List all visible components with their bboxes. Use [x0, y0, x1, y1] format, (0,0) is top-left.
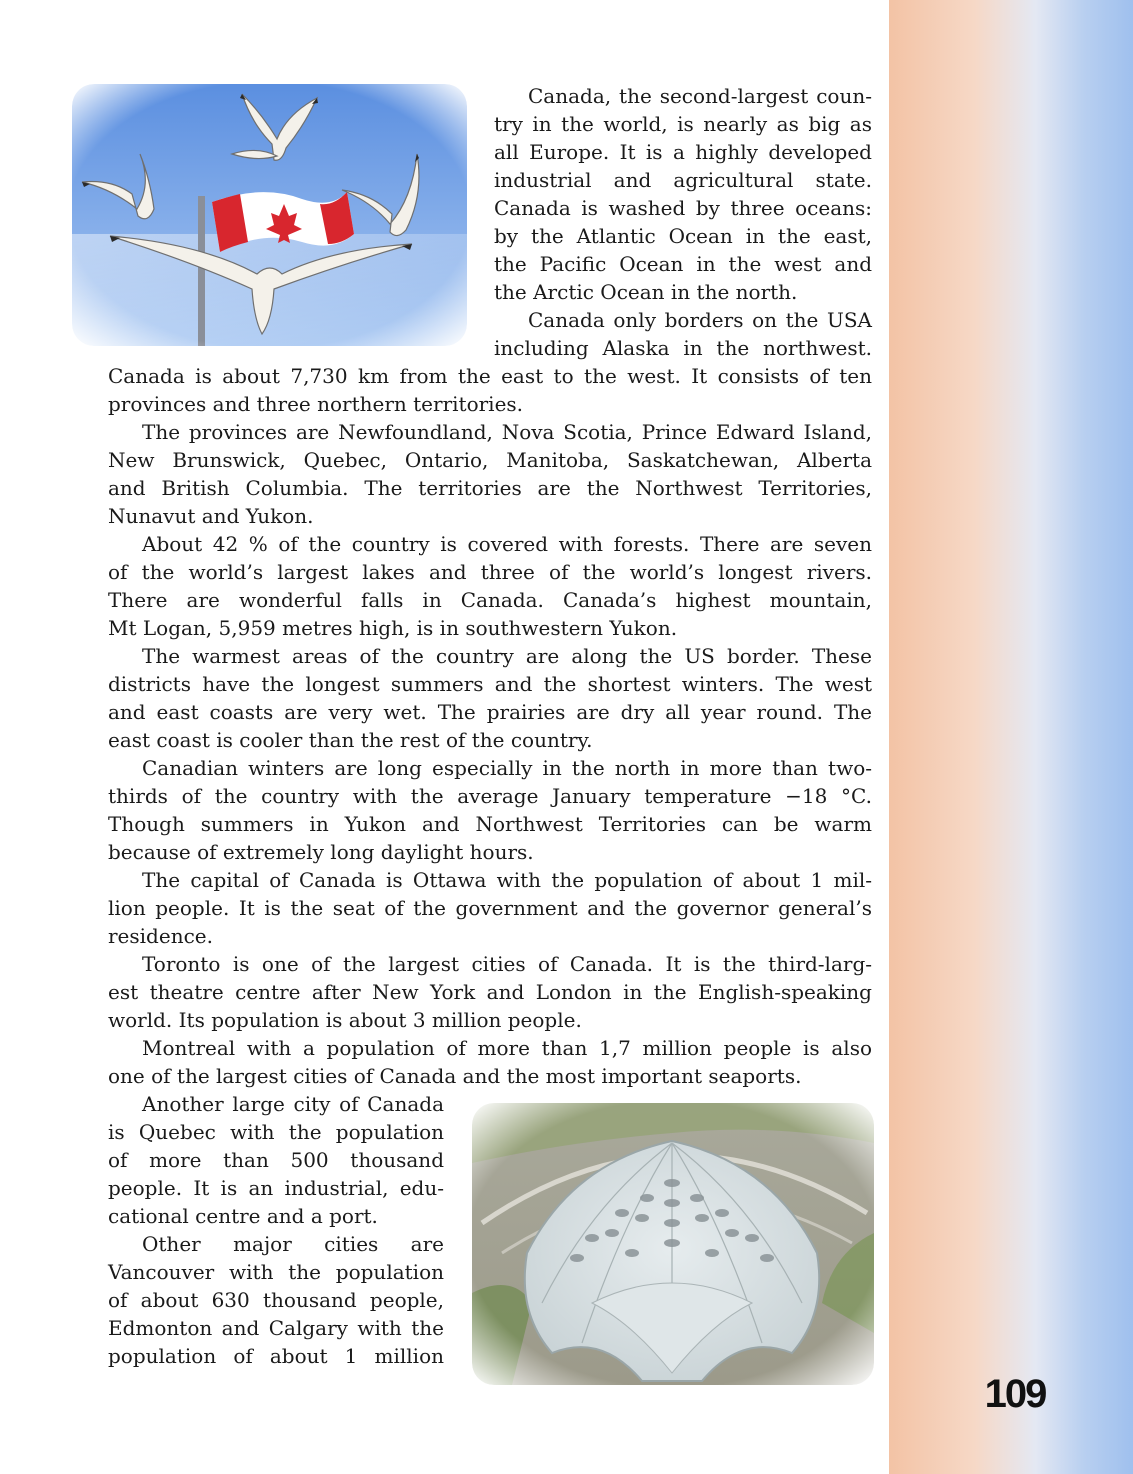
text-line: and east coasts are very wet. The prairies are dry all year round. The: [108, 700, 872, 724]
text-line: est theatre centre after New York and London in the English-speaking: [108, 980, 872, 1004]
text-line: world. Its population is about 3 million people.: [108, 1008, 582, 1032]
text-line: all Europe. It is a highly developed: [494, 140, 872, 164]
text-line: the Arctic Ocean in the north.: [494, 280, 798, 304]
text-line: thirds of the country with the average January temperature −18 °C.: [108, 784, 872, 808]
text-line: There are wonderful falls in Canada. Canada’s highest mountain,: [108, 588, 872, 612]
text-line: industrial and agricultural state.: [494, 168, 872, 192]
text-line: of the world’s largest lakes and three of the world’s longest rivers.: [108, 560, 872, 584]
text-line: of more than 500 thousand: [108, 1148, 444, 1172]
text-line: residence.: [108, 924, 213, 948]
text-line: Edmonton and Calgary with the: [108, 1316, 444, 1340]
text-line: Montreal with a population of more than 1,7 million people is also: [142, 1036, 872, 1060]
text-line: and British Columbia. The territories are the Northwest Territories,: [108, 476, 872, 500]
text-line: one of the largest cities of Canada and the most important seaports.: [108, 1064, 802, 1088]
photo-aerial-stadium: [472, 1103, 874, 1385]
text-line: Toronto is one of the largest cities of Canada. It is the third-larg-: [142, 952, 872, 976]
decorative-side-strip: [889, 0, 1133, 1474]
text-line: cational centre and a port.: [108, 1204, 378, 1228]
text-line: including Alaska in the northwest.: [494, 336, 872, 360]
text-line: Canada is washed by three oceans:: [494, 196, 872, 220]
text-line: New Brunswick, Quebec, Ontario, Manitoba, Saskatchewan, Alberta: [108, 448, 872, 472]
text-line: the Pacific Ocean in the west and: [494, 252, 872, 276]
text-line: The capital of Canada is Ottawa with the population of about 1 mil-: [142, 868, 872, 892]
photo-seagulls-canadian-flag: [72, 84, 467, 346]
intro-text-column: [494, 82, 872, 362]
text-line: Canada only borders on the USA: [528, 308, 872, 332]
text-line: The warmest areas of the country are along the US border. These: [142, 644, 872, 668]
text-line: of about 630 thousand people,: [108, 1288, 444, 1312]
text-line: people. It is an industrial, edu-: [108, 1176, 444, 1200]
text-line: Though summers in Yukon and Northwest Territories can be warm: [108, 812, 872, 836]
text-line: is Quebec with the population: [108, 1120, 444, 1144]
text-line: Other major cities are: [142, 1232, 444, 1256]
text-line: Nunavut and Yukon.: [108, 504, 314, 528]
text-line: try in the world, is nearly as big as: [494, 112, 872, 136]
text-line: About 42 % of the country is covered with forests. There are seven: [142, 532, 872, 556]
text-line: Canadian winters are long especially in the north in more than two-: [142, 756, 872, 780]
text-line: Mt Logan, 5,959 metres high, is in southwestern Yukon.: [108, 616, 678, 640]
text-line: by the Atlantic Ocean in the east,: [494, 224, 872, 248]
page-number: 109: [984, 1372, 1046, 1416]
text-line: because of extremely long daylight hours.: [108, 840, 534, 864]
text-line: Another large city of Canada: [142, 1092, 444, 1116]
main-text-column: [108, 362, 872, 1090]
text-line: Canada, the second-largest coun-: [528, 84, 872, 108]
text-line: provinces and three northern territories.: [108, 392, 524, 416]
text-line: Vancouver with the population: [108, 1260, 444, 1284]
text-line: Canada is about 7,730 km from the east to the west. It consists of ten: [108, 364, 872, 388]
cities-text-column: [108, 1090, 444, 1370]
text-line: lion people. It is the seat of the government and the governor general’s: [108, 896, 872, 920]
text-line: population of about 1 million: [108, 1344, 444, 1368]
text-line: The provinces are Newfoundland, Nova Scotia, Prince Edward Island,: [142, 420, 872, 444]
text-line: districts have the longest summers and the shortest winters. The west: [108, 672, 872, 696]
text-line: east coast is cooler than the rest of the country.: [108, 728, 593, 752]
